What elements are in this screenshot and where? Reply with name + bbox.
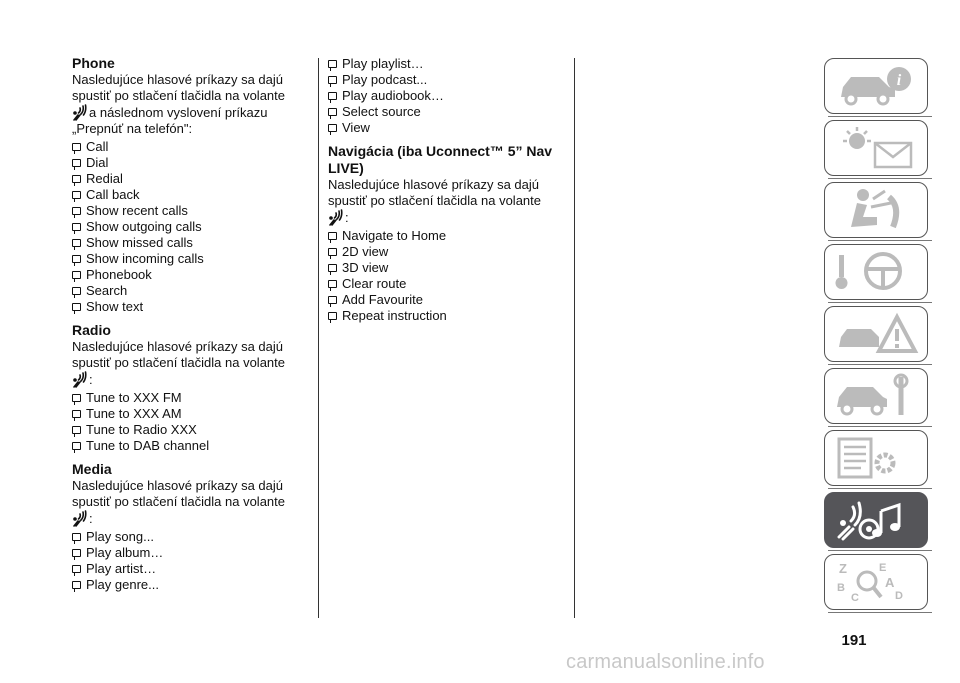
checkbox-bullet-icon (328, 60, 337, 68)
warning-light-message-icon (833, 125, 921, 171)
svg-text:E: E (879, 562, 887, 574)
checkbox-bullet-icon (72, 581, 81, 589)
list-item (328, 276, 564, 292)
tab-index[interactable] (824, 554, 928, 610)
checkbox-bullet-icon (72, 565, 81, 573)
tab-emergency[interactable] (824, 306, 928, 362)
phone-intro-line-3 (72, 104, 308, 121)
checkbox-bullet-icon (328, 76, 337, 84)
list-item (328, 88, 564, 104)
checkbox-bullet-icon (72, 159, 81, 167)
tab-warning-lights[interactable] (824, 120, 928, 176)
phone-intro-text: a následnom vyslovení príkazu (89, 105, 268, 120)
command-text: Navigate to Home (342, 228, 447, 243)
nav-intro-line-2: spustiť po stlačení tlačidla na volante (328, 193, 542, 208)
command-text: Search (86, 283, 128, 298)
nav-intro-line-1: Nasledujúce hlasové príkazy sa dajú (328, 177, 540, 192)
column-divider (318, 58, 319, 618)
section-heading-phone: Phone (72, 55, 115, 71)
command-text: Show text (86, 299, 144, 314)
tab-car-info[interactable] (824, 58, 928, 114)
command-text: Tune to Radio XXX (86, 422, 197, 437)
tab-multimedia[interactable] (824, 492, 928, 548)
command-text: Show missed calls (86, 235, 193, 250)
checkbox-bullet-icon (328, 248, 337, 256)
checkbox-bullet-icon (72, 191, 81, 199)
checkbox-bullet-icon (72, 303, 81, 311)
checkbox-bullet-icon (72, 442, 81, 450)
command-text: Tune to DAB channel (86, 438, 210, 453)
list-item (72, 203, 308, 219)
watermark: carmanualsonline.info (566, 651, 765, 673)
tab-technical-data[interactable] (824, 430, 928, 486)
phone-command-list (72, 139, 308, 315)
media-intro-text: : (89, 511, 93, 526)
list-item (328, 308, 564, 324)
technical-data-icon (833, 435, 921, 481)
command-text: Dial (86, 155, 109, 170)
command-text: Call (86, 139, 109, 154)
media-intro-line-2: spustiť po stlačení tlačidla na volante (72, 494, 286, 509)
svg-text:A: A (885, 575, 895, 590)
media-command-list-continued (328, 56, 564, 136)
left-column (72, 55, 308, 593)
list-item (328, 104, 564, 120)
radio-intro-line-3 (72, 371, 308, 388)
svg-text:i: i (896, 72, 902, 89)
svg-text:Z: Z (839, 561, 847, 576)
list-item (328, 72, 564, 88)
checkbox-bullet-icon (328, 92, 337, 100)
checkbox-bullet-icon (328, 108, 337, 116)
list-item (72, 187, 308, 203)
checkbox-bullet-icon (72, 271, 81, 279)
page-number: 191 (841, 632, 867, 649)
list-item (72, 219, 308, 235)
checkbox-bullet-icon (72, 426, 81, 434)
checkbox-bullet-icon (328, 280, 337, 288)
checkbox-bullet-icon (328, 296, 337, 304)
nav-intro-line-3 (328, 209, 564, 226)
phone-intro-line-1: Nasledujúce hlasové príkazy sa dajú (72, 72, 284, 87)
section-heading-media: Media (72, 461, 112, 477)
command-text: View (342, 120, 370, 135)
command-text: Show outgoing calls (86, 219, 202, 234)
alphabetical-index-icon (833, 559, 921, 605)
checkbox-bullet-icon (328, 124, 337, 132)
tab-safety[interactable] (824, 182, 928, 238)
radio-intro-line-1: Nasledujúce hlasové príkazy sa dajú (72, 339, 284, 354)
checkbox-bullet-icon (72, 239, 81, 247)
list-item (72, 155, 308, 171)
radio-intro-line-2: spustiť po stlačení tlačidla na volante (72, 355, 286, 370)
list-item (72, 545, 308, 561)
checkbox-bullet-icon (328, 312, 337, 320)
tab-starting-driving[interactable] (824, 244, 928, 300)
command-text: Play podcast... (342, 72, 428, 87)
command-text: Play album… (86, 545, 164, 560)
phone-intro-line-4: „Prepnúť na telefón": (72, 121, 193, 136)
section-heading-navigation: Navigácia (iba Uconnect™ 5” Nav (328, 143, 553, 159)
voice-recognition-icon (72, 510, 87, 527)
checkbox-bullet-icon (72, 207, 81, 215)
list-item (328, 120, 564, 136)
list-item (72, 577, 308, 593)
command-text: Repeat instruction (342, 308, 447, 323)
car-warning-triangle-icon (833, 311, 921, 357)
voice-recognition-icon (328, 209, 343, 226)
command-text: Call back (86, 187, 140, 202)
command-text: Phonebook (86, 267, 152, 282)
list-item (72, 390, 308, 406)
checkbox-bullet-icon (72, 394, 81, 402)
navigation-command-list (328, 228, 564, 324)
list-item (72, 267, 308, 283)
list-item (72, 299, 308, 315)
checkbox-bullet-icon (72, 410, 81, 418)
command-text: Clear route (342, 276, 407, 291)
car-wrench-icon (833, 373, 921, 419)
svg-text:C: C (851, 592, 859, 604)
command-text: Play playlist… (342, 56, 424, 71)
seat-airbag-icon (833, 187, 921, 233)
svg-text:B: B (837, 582, 845, 594)
nav-intro-text: : (345, 210, 349, 225)
radio-intro-text: : (89, 372, 93, 387)
command-text: Select source (342, 104, 421, 119)
key-steering-wheel-icon (833, 249, 921, 295)
list-item (72, 171, 308, 187)
command-text: Add Favourite (342, 292, 423, 307)
checkbox-bullet-icon (72, 175, 81, 183)
svg-text:D: D (895, 590, 903, 602)
voice-recognition-icon (72, 104, 87, 121)
checkbox-bullet-icon (72, 533, 81, 541)
media-intro-line-1: Nasledujúce hlasové príkazy sa dajú (72, 478, 284, 493)
list-item (72, 529, 308, 545)
checkbox-bullet-icon (72, 549, 81, 557)
checkbox-bullet-icon (72, 223, 81, 231)
list-item (72, 235, 308, 251)
command-text: Play artist… (86, 561, 157, 576)
multimedia-icon (833, 497, 921, 543)
command-text: Play song... (86, 529, 154, 544)
media-command-list (72, 529, 308, 593)
list-item (72, 406, 308, 422)
checkbox-bullet-icon (72, 287, 81, 295)
media-intro-line-3 (72, 510, 308, 527)
command-text: Show recent calls (86, 203, 188, 218)
list-item (72, 438, 308, 454)
command-text: Play genre... (86, 577, 159, 592)
command-text: Redial (86, 171, 123, 186)
section-heading-radio: Radio (72, 322, 111, 338)
command-text: 3D view (342, 260, 389, 275)
tab-maintenance[interactable] (824, 368, 928, 424)
list-item (328, 56, 564, 72)
checkbox-bullet-icon (72, 255, 81, 263)
list-item (328, 244, 564, 260)
list-item (328, 228, 564, 244)
radio-command-list (72, 390, 308, 454)
command-text: Show incoming calls (86, 251, 204, 266)
middle-column (328, 55, 564, 324)
list-item (328, 260, 564, 276)
list-item (328, 292, 564, 308)
checkbox-bullet-icon (328, 232, 337, 240)
checkbox-bullet-icon (72, 143, 81, 151)
command-text: Tune to XXX AM (86, 406, 182, 421)
command-text: Tune to XXX FM (86, 390, 182, 405)
list-item (72, 422, 308, 438)
section-heading-navigation-line-2: LIVE) (328, 160, 364, 176)
list-item (72, 139, 308, 155)
list-item (72, 561, 308, 577)
column-divider (574, 58, 575, 618)
checkbox-bullet-icon (328, 264, 337, 272)
command-text: 2D view (342, 244, 389, 259)
car-info-icon (833, 63, 921, 109)
voice-recognition-icon (72, 371, 87, 388)
phone-intro-line-2: spustiť po stlačení tlačidla na volante (72, 88, 286, 103)
list-item (72, 283, 308, 299)
command-text: Play audiobook… (342, 88, 444, 103)
list-item (72, 251, 308, 267)
